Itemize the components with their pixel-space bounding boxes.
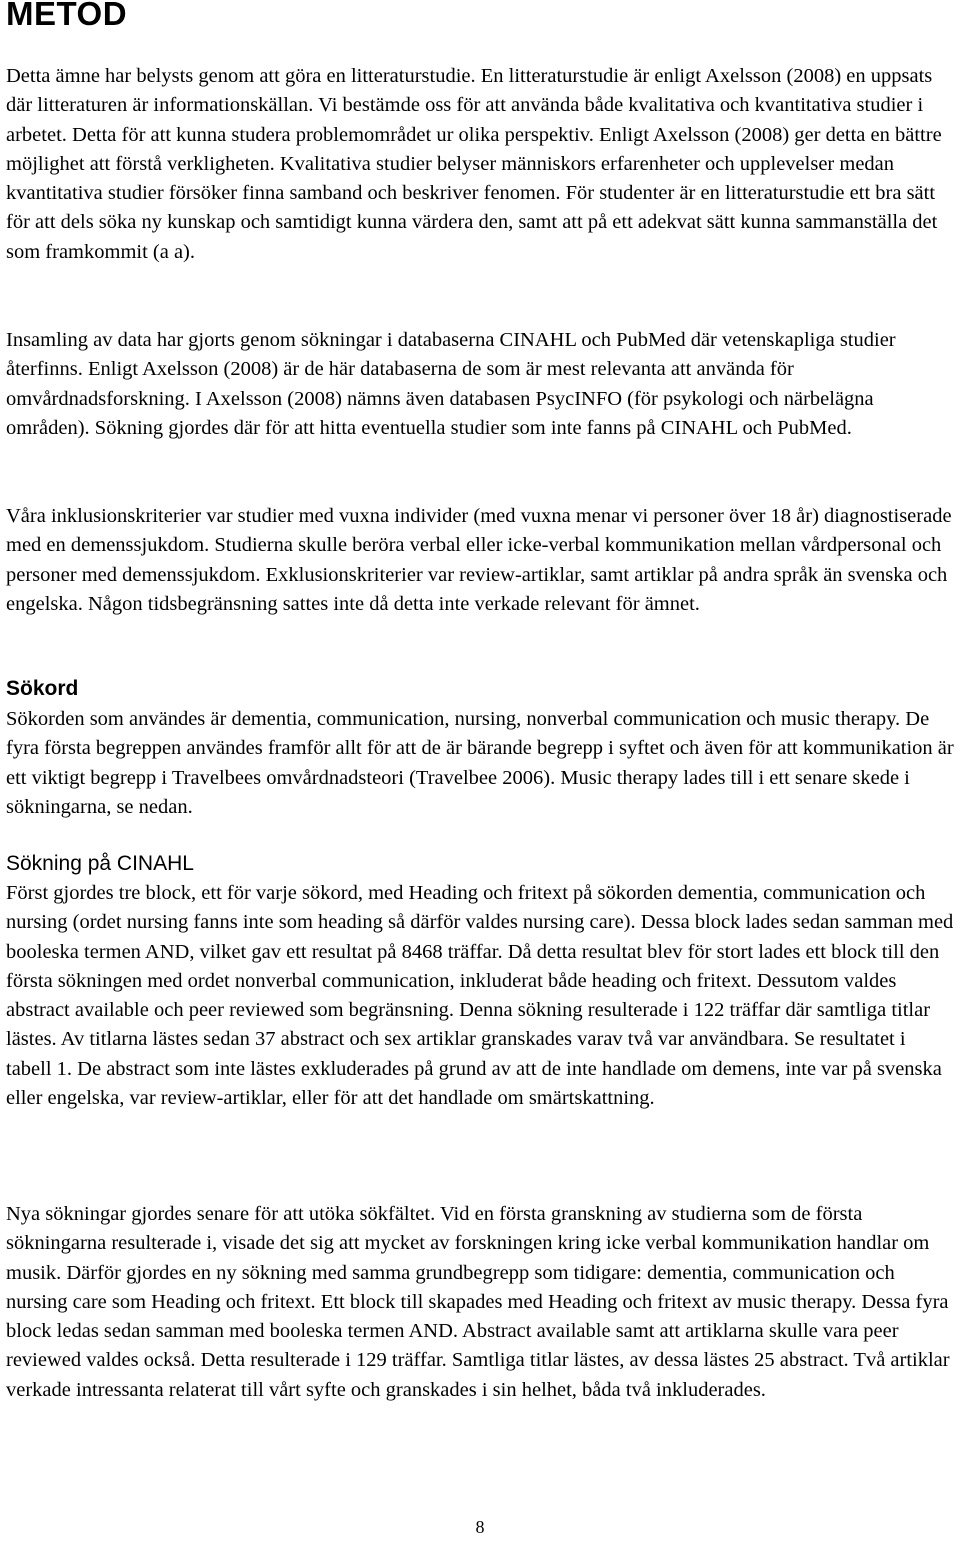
paragraph-data-collection: Insamling av data har gjorts genom sökningar i databaserna CINAHL och PubMed där vetenskapliga studier återfinns. Enligt Axelsson (2008) är de här databaserna de som är mest relevanta att använda för omvårdnadsforskning. I Axelsson (2008) nämns även databasen PsycINFO (för psykologi och närbelägna områden). Sökning gjordes där för att hitta eventuella studier som inte fanns på CINAHL och PubMed.: [6, 329, 896, 439]
paragraph-criteria: Våra inklusionskriterier var studier med vuxna individer (med vuxna menar vi personer över 18 år) diagnostiserade med en demenssjukdom. Studierna skulle beröra verbal eller icke-verbal kommunikation mellan vårdpersonal och personer med demenssjukdom. Exklusionskriterier var review-artiklar, samt artiklar på andra språk än svenska och engelska. Någon tidsbegränsning sattes inte då detta inte verkade relevant för ämnet.: [6, 505, 952, 615]
subheading-sokning-cinahl: Sökning på CINAHL: [6, 852, 194, 875]
paragraph-method-intro: Detta ämne har belysts genom att göra en litteraturstudie. En litteraturstudie är enligt Axelsson (2008) en uppsats där litteraturen är informationskällan. Vi bestämde oss för att använda både kvalitativa och kvantitativa studier i arbetet. Detta för att kunna studera problemområdet ur olika perspektiv. Enligt Axelsson (2008) ger detta en bättre möjlighet att förstå verkligheten. Kvalitativa studier belyser människors erfarenheter och upplevelser medan kvantitativa studier försöker finna samband och beskriver fenomen. För studenter är en litteraturstudie ett bra sätt för att dels söka ny kunskap och samtidigt kunna värdera den, samt att på ett adekvat sätt kunna sammanställa det som framkommit (a a).: [6, 65, 942, 263]
subheading-sokord: Sökord: [6, 677, 79, 700]
paragraph-new-searches: Nya sökningar gjordes senare för att utöka sökfältet. Vid en första granskning av studierna som de första sökningarna resulterade i, visade det sig att mycket av forskningen kring icke verbal kommunikation handlar om musik. Därför gjordes en ny sökning med samma grundbegrepp som tidigare: dementia, communication och nursing care som Heading och fritext. Ett block till skapades med Heading och fritext av music therapy. Dessa fyra block ledas sedan samman med booleska termen AND. Abstract available samt att artiklarna skulle vara peer reviewed valdes också. Detta resulterade i 129 träffar. Samtliga titlar lästes, av dessa lästes 25 abstract. Två artiklar verkade intressanta relaterat till vårt syfte och granskades i sin helhet, båda två inkluderades.: [6, 1203, 950, 1401]
section-heading: METOD: [6, 0, 128, 32]
paragraph-search-terms: Sökorden som användes är dementia, communication, nursing, nonverbal communication och music therapy. De fyra första begreppen användes framför allt för att de är bärande begrepp i syftet och även för att kommunikation är ett viktigt begrepp i Travelbees omvårdnadsteori (Travelbee 2006). Music therapy lades till i ett senare skede i sökningarna, se nedan.: [6, 708, 954, 818]
page-number: 8: [475, 1517, 485, 1537]
paragraph-cinahl-search: Först gjordes tre block, ett för varje sökord, med Heading och fritext på sökorden dementia, communication och nursing (ordet nursing fanns inte som heading så därför valdes nursing care). Dessa block lades sedan samman med booleska termen AND, vilket gav ett resultat på 8468 träffar. Då detta resultat blev för stort lades ett block till den första sökningen med ordet nonverbal communication, inkluderat både heading och fritext. Dessutom valdes abstract available och peer reviewed som begränsning. Denna sökning resulterade i 122 träffar där samtliga titlar lästes. Av titlarna lästes sedan 37 abstract och sex artiklar granskades varav två var användbara. Se resultatet i tabell 1. De abstract som inte lästes exkluderades på grund av att de inte handlade om demens, inte var på svenska eller engelska, var review-artiklar, eller för att det handlade om smärtskattning.: [6, 882, 954, 1110]
